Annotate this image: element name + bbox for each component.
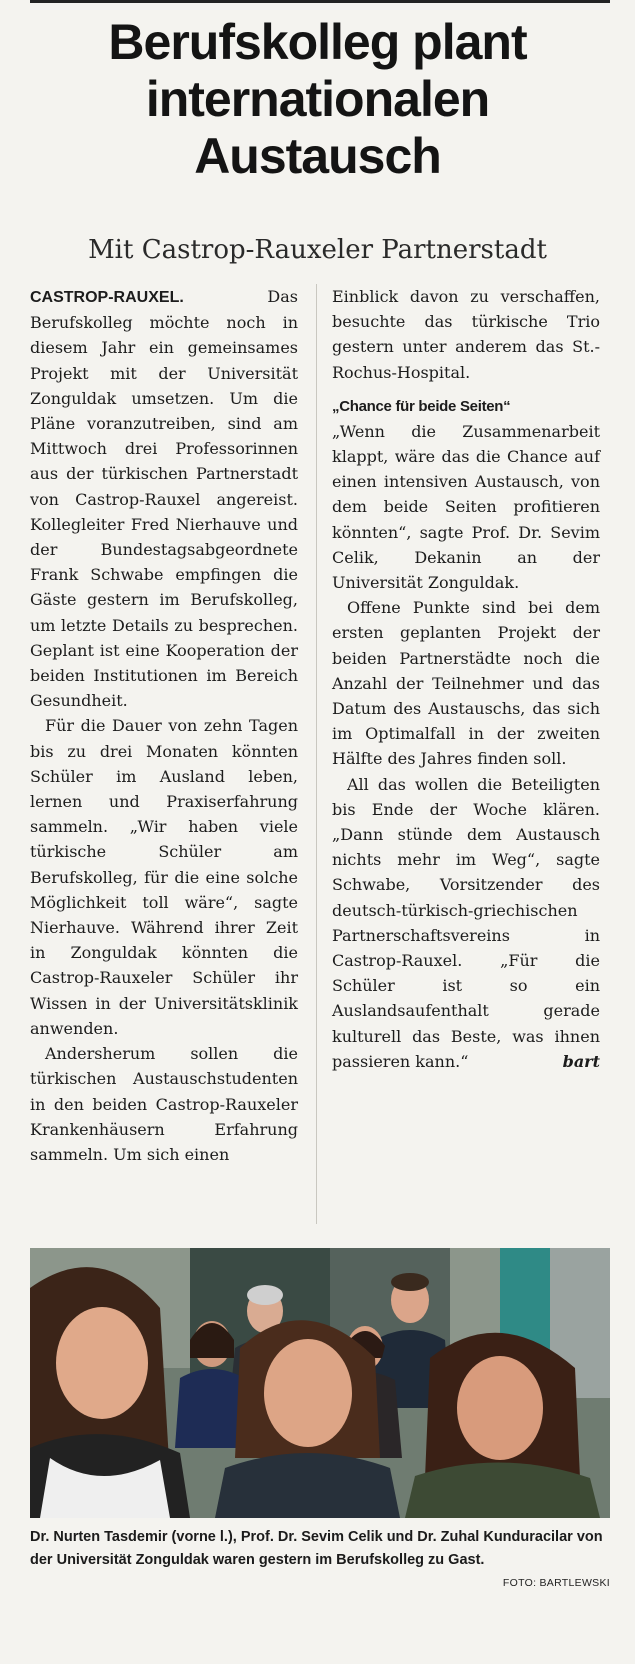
article-column-right bbox=[332, 284, 600, 1074]
photo-credit: FOTO: BARTLEWSKI bbox=[502, 1577, 610, 1589]
paragraph: Einblick davon zu verschaffen, besuchte das türkische Trio gestern unter anderem das St.-Rochus-Hospital. bbox=[332, 287, 600, 382]
group-photo bbox=[30, 1248, 610, 1518]
paragraph bbox=[30, 284, 298, 713]
photo-caption: Dr. Nurten Tasdemir (vorne l.), Prof. Dr. Sevim Celik und Dr. Zuhal Kunduracilar von der Universität Zonguldak waren gestern im Berufskolleg zu Gast. bbox=[30, 1529, 603, 1568]
paragraph: Andersherum sollen die türkischen Austauschstudenten in den beiden Castrop-Rauxeler Krankenhäusern Erfahrung sammeln. Um sich einen bbox=[30, 1044, 298, 1164]
paragraph bbox=[332, 772, 600, 1074]
headline: Berufskolleg plant internationalen Austausch bbox=[108, 14, 527, 184]
article-column-left bbox=[30, 284, 298, 1167]
column-divider bbox=[316, 284, 317, 1224]
paragraph: „Wenn die Zusammenarbeit klappt, wäre das die Chance auf einen intensiven Austausch, von dem beide Seiten profitieren könnten“, sagte Prof. Dr. Sevim Celik, Dekanin an der Universität Zonguldak. bbox=[332, 421, 600, 593]
section-subhead: „Chance für beide Seiten“ bbox=[332, 397, 511, 415]
paragraph-text: All das wollen die Beteiligten bis Ende der Woche klären. „Dann stünde dem Austausch nichts mehr im Weg“, sagte Schwabe, Vorsitzender des deutsch-türkisch-griechischen Partnerschaftsvereins in Castrop-Rauxel. „Für die Schüler ist so ein Auslandsaufenthalt gerade kulturell das Beste, was ihnen passieren kann.“ bbox=[332, 774, 600, 1071]
paragraph-text: Das Berufskolleg möchte noch in diesem Jahr ein gemeinsames Projekt mit der Universität Zonguldak umsetzen. Um die Pläne voranzutreiben, sind am Mittwoch drei Professorinnen aus der türkischen Partnerstadt von Castrop-Rauxel angereist. Kollegleiter Fred Nierhauve und der Bundestagsabgeordnete Frank Schwabe empfingen die Gäste gestern im Berufskolleg, um letzte Details zu besprechen. Geplant ist eine Kooperation der beiden Institutionen im Bereich Gesundheit. bbox=[30, 287, 298, 711]
subheadline: Mit Castrop-Rauxeler Partnerstadt bbox=[88, 235, 547, 265]
top-rule bbox=[30, 0, 610, 3]
author-initials: bart bbox=[562, 1051, 600, 1071]
group-photo-illustration bbox=[30, 1248, 610, 1518]
dateline: CASTROP-RAUXEL. bbox=[30, 289, 184, 306]
paragraph: Für die Dauer von zehn Tagen bis zu drei Monaten könnten Schüler im Ausland leben, lernen und Praxiserfahrung sammeln. „Wir haben viele türkische Schüler am Berufskolleg, für die eine solche Möglichkeit toll wäre“, sagte Nierhauve. Während ihrer Zeit in Zonguldak könnten die Castrop-Rauxeler Schüler ihr Wissen in der Universitätsklinik anwenden. bbox=[30, 716, 298, 1038]
paragraph: Offene Punkte sind bei dem ersten geplanten Projekt der beiden Partnerstädte noch die Anzahl der Teilnehmer und das Datum des Austauschs, das sich im Optimalfall in der zweiten Hälfte des Jahres finden soll. bbox=[332, 598, 600, 769]
